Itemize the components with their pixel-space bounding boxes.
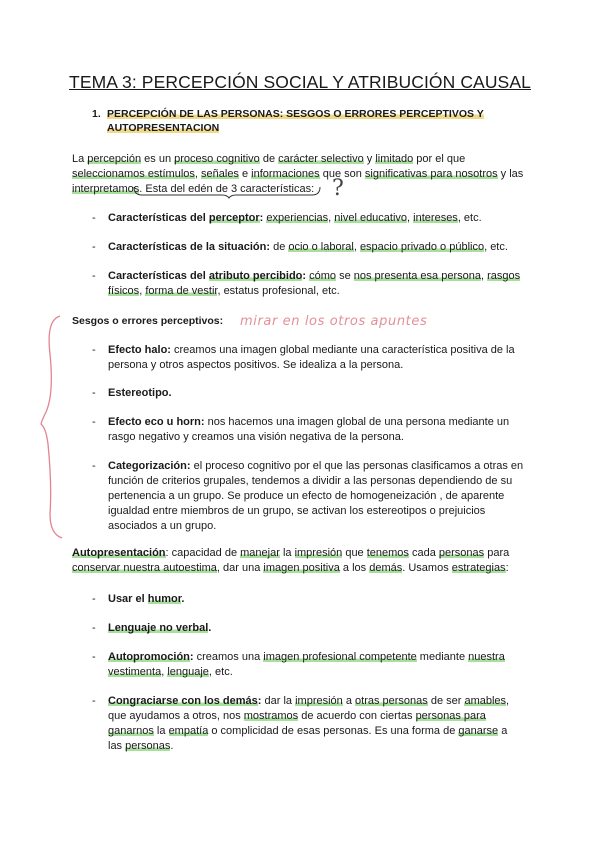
left-brace-annotation [38,314,68,540]
section-heading-line1: PERCEPCIÓN DE LAS PERSONAS: SESGOS O ERRORES PERCEPTIVOS Y [107,108,484,120]
underbrace-annotation [132,185,322,199]
handwritten-note: mirar en los otros apuntes [240,314,428,329]
section-number: 1. [92,108,101,120]
autopresentacion-paragraph: Autopresentación: capacidad de manejar la impresión que tenemos cada personas para conservar nuestra autoestima, dar una imagen positiva a los demás. Usamos estrategias: [72,547,510,574]
intro-paragraph: La percepción es un proceso cognitivo de carácter selectivo y limitado por el que seleccionamos estímulos, señales e informaciones que son significativas para nosotros y las interpretamos. Esta del edén de 3 características: [72,153,524,195]
page-title: TEMA 3: PERCEPCIÓN SOCIAL Y ATRIBUCIÓN CAUSAL [69,72,531,92]
question-mark-annotation: ? [332,176,344,201]
section-heading-line2: AUTOPRESENTACION [107,122,220,134]
sesgos-heading: Sesgos o errores perceptivos: [72,315,224,327]
document-page: TEMA 3: PERCEPCIÓN SOCIAL Y ATRIBUCIÓN CAUSAL 1. PERCEPCIÓN DE LAS PERSONAS: SESGOS O ERRORES PERCEPTIVOS Y AUTOPRESENTACION La percepción es un proceso cognitivo de carácter selectivo y limitado por el que seleccionamos estímulos, señales e informaciones que son significativas para nosotros y las interpretamos. Esta del edén de 3 características: ? - Características del perceptor: experiencias, nivel educativo, intereses, etc. - Características de la situación: de ocio o laboral, espacio privado o público, etc. - Características del atributo percibido: cómo se nos presenta esa persona, rasgos físicos, forma de vestir, estatus profesional, etc. Sesgos o errores perceptivos: mirar en los otros apuntes - Efecto halo: creamos una imagen global mediante una característica positiva de la persona y otros aspectos positivos. Se idealiza a la persona. - Estereotipo. - Efecto eco u horn: nos hacemos una imagen global de una persona mediante un rasgo negativo y creamos una visión negativa de la persona. - Categorización: el proceso cognitivo por el que las personas clasificamos a otras en función de criterios grupales, tendemos a dividir a las personas dependiendo de su pertenencia a un grupo. Se produce un efecto de homogeneización , de aparente igualdad entre miembros de un grupo, se activan los estereotipos o prejuicios asociados a un grupo. Autopresentación: capacidad de manejar la impresión que tenemos cada personas para conservar nuestra autoestima, dar una imagen positiva a los demás. Usamos estrategias: - Usar el humor. - Lenguaje no verbal. - Autopromoción: creamos una imagen profesional competente mediante nuestra vestimenta, lenguaje, etc. - Congraciarse con los demás: dar la impresión a otras personas de ser amables, que ayudamos a otros, nos mostramos de acuerdo con ciertas personas para ganarnos la empatía o complicidad de esas personas. Es una forma de ganarse a las personas. [0,0,600,848]
